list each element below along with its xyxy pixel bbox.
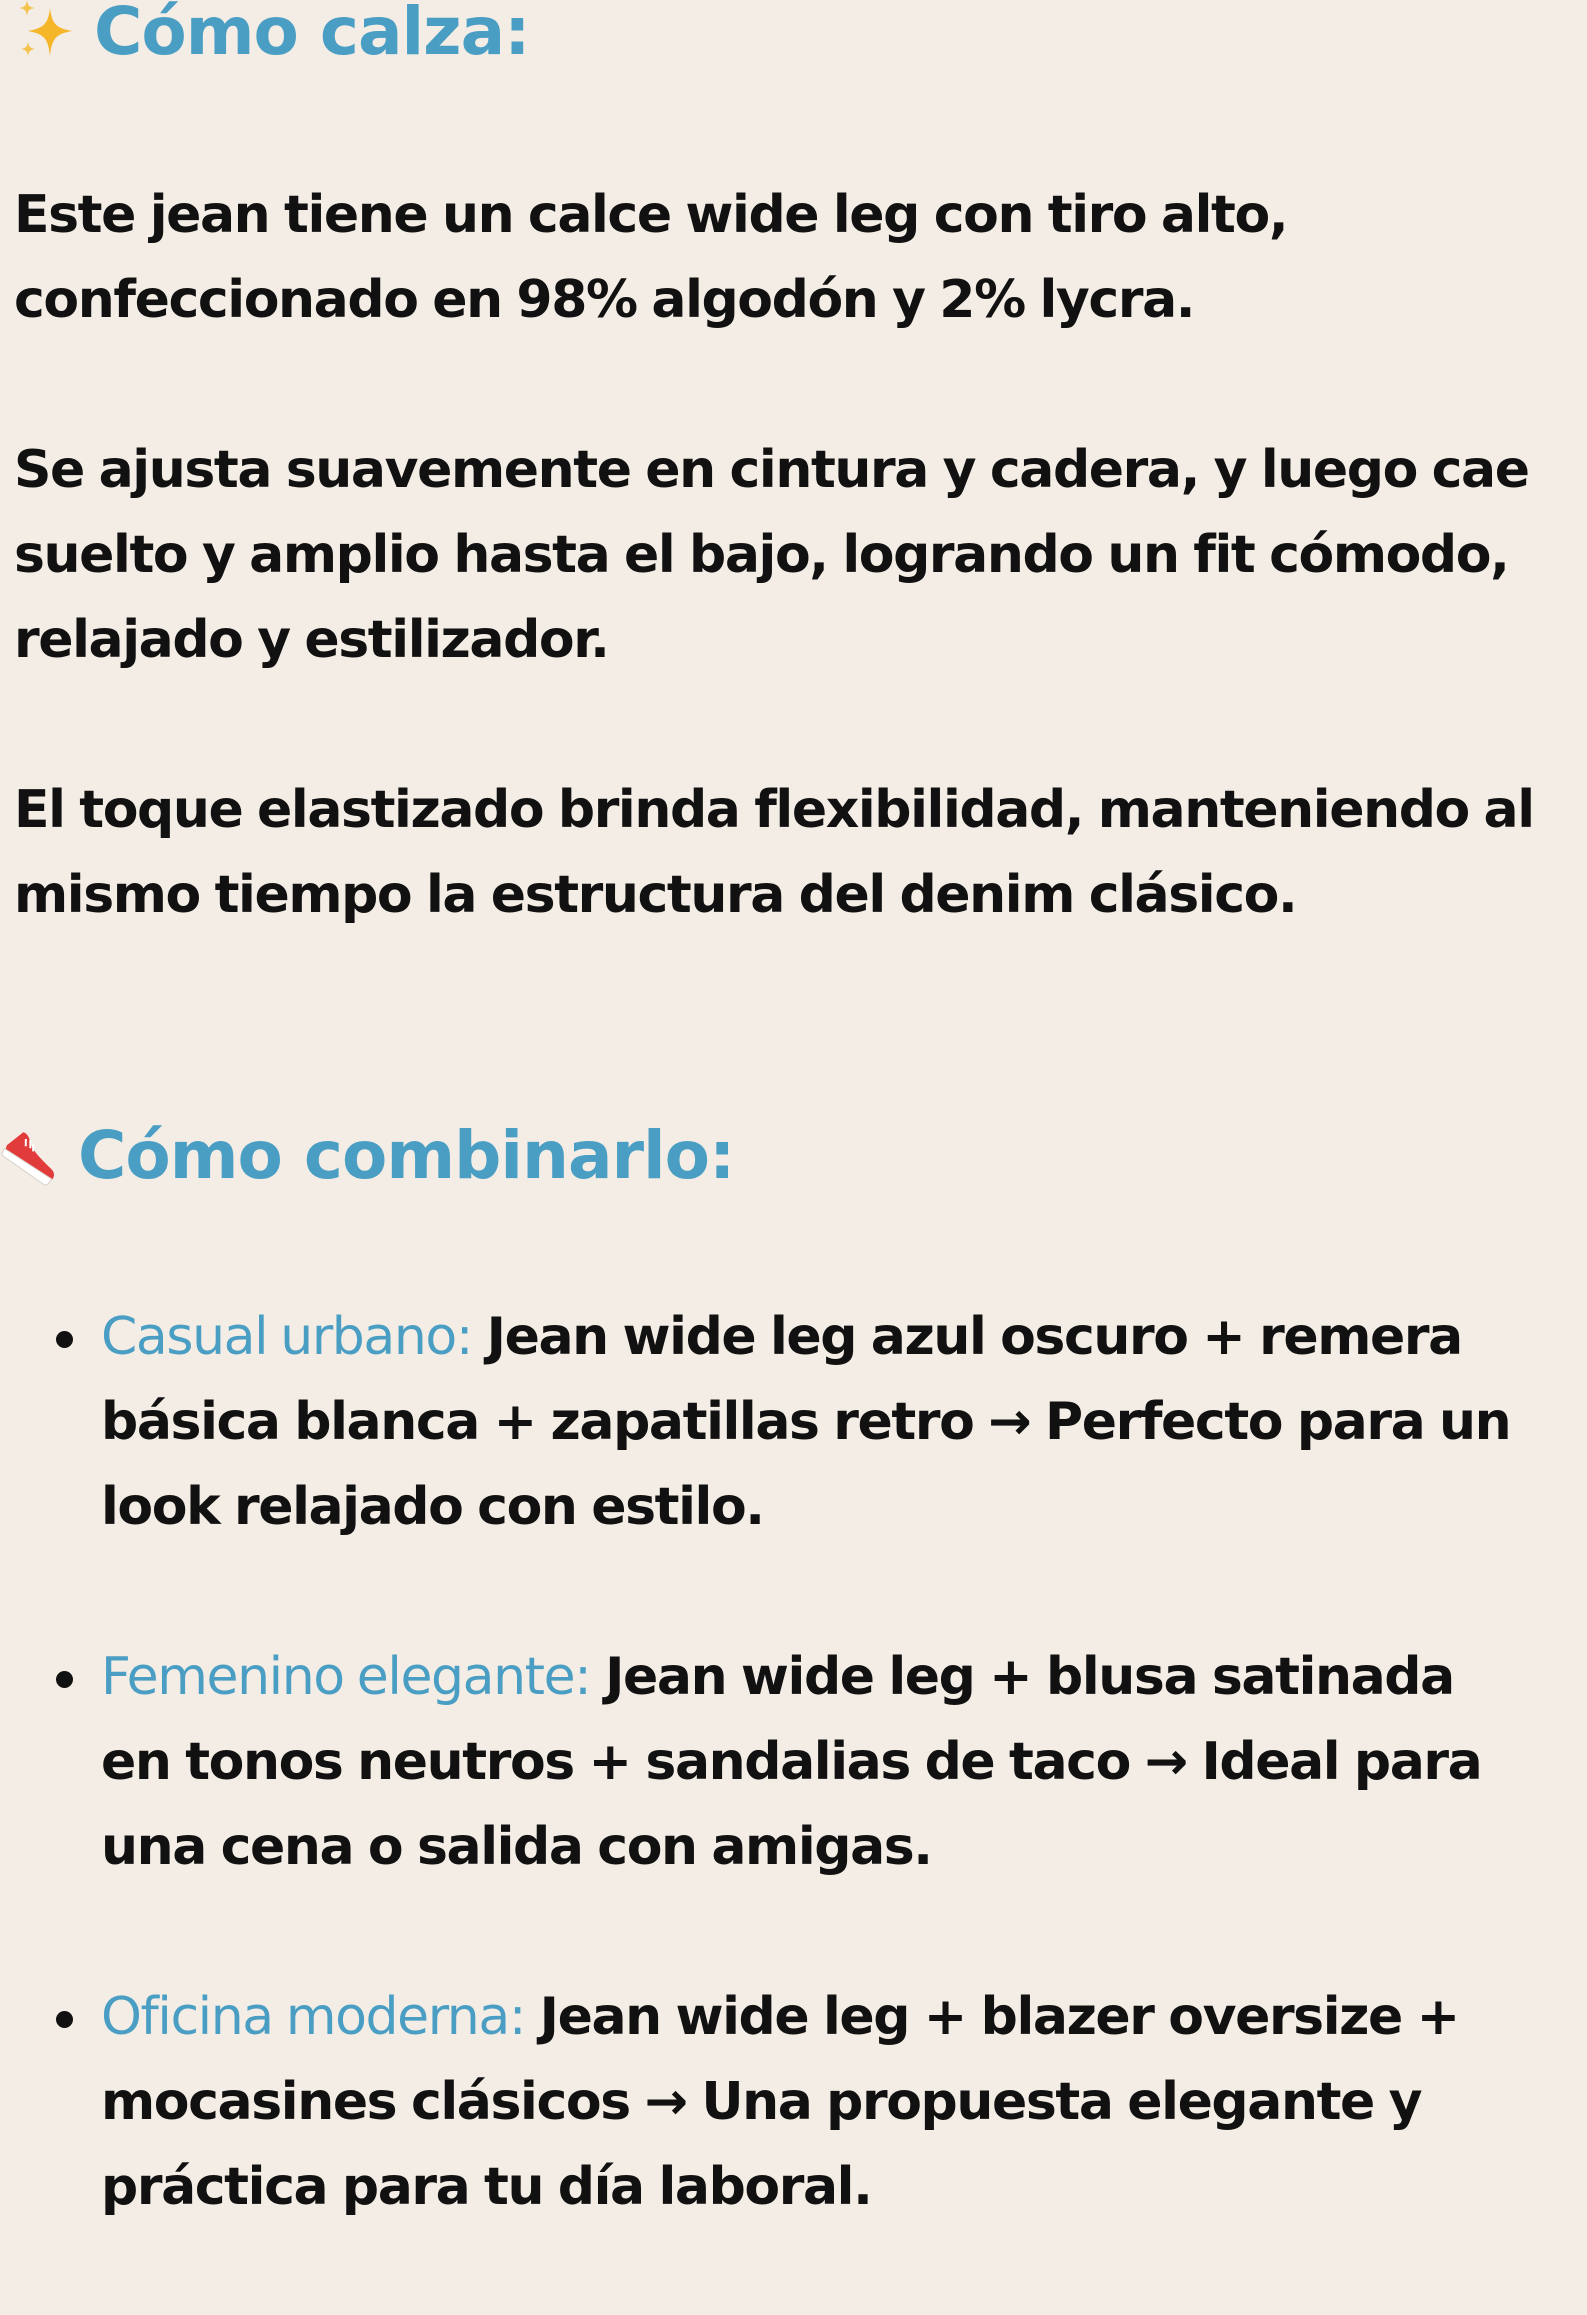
styling-heading — [0, 1115, 734, 1195]
fit-heading-title: Cómo calza: — [94, 0, 530, 70]
bullet-icon — [56, 1671, 73, 1688]
sparkles-icon — [14, 0, 80, 64]
tip-text: Jean wide leg azul oscuro + remera básica blanca + zapatillas retro → Perfecto para un look relajado con estilo. — [101, 1307, 1511, 1537]
tip-label: Oficina moderna: — [101, 1987, 525, 2047]
fit-paragraph-fabric: Este jean tiene un calce wide leg con tiro alto, confeccionado en 98% algodón y 2% lycra. — [14, 185, 1288, 330]
fit-paragraph-stretch: El toque elastizado brinda flexibilidad, manteniendo al mismo tiempo la estructura del denim clásico. — [14, 780, 1534, 925]
list-item — [0, 1975, 1581, 2230]
bullet-icon — [56, 2011, 73, 2028]
tip-label: Femenino elegante: — [101, 1647, 591, 1707]
styling-tips-list — [0, 1295, 1587, 2315]
fit-paragraph-shape: Se ajusta suavemente en cintura y cadera, y luego cae suelto y amplio hasta el bajo, logrando un fit cómodo, relajado y estilizador. — [14, 440, 1529, 670]
tip-label: Casual urbano: — [101, 1307, 472, 1367]
list-item — [0, 1295, 1581, 1550]
sneaker-icon — [0, 1122, 66, 1188]
tip-text: Jean wide leg + blazer oversize + mocasines clásicos → Una propuesta elegante y práctica para tu día laboral. — [101, 1987, 1459, 2217]
tip-text: Jean wide leg + blusa satinada en tonos neutros + sandalias de taco → Ideal para una cena o salida con amigas. — [101, 1647, 1482, 1877]
list-item — [0, 1635, 1581, 1890]
fit-heading — [14, 0, 530, 70]
bullet-icon — [56, 1331, 73, 1348]
styling-heading-title: Cómo combinarlo: — [78, 1116, 735, 1194]
